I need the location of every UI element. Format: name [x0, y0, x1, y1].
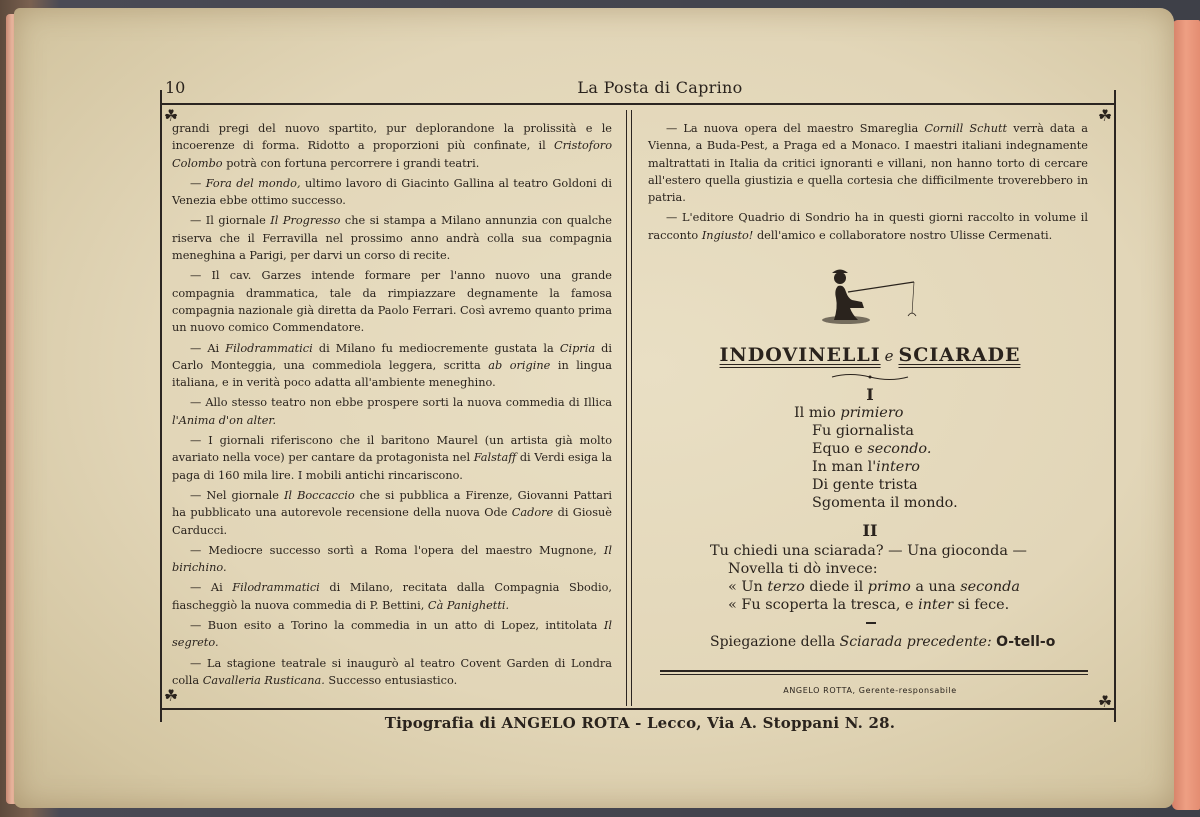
text-run: grandi pregi del nuovo spartito, pur deplorandone la prolissità e le incoerenze di forma. Ridotto a proporzioni più confinate, il: [172, 122, 612, 153]
clover-ornament-icon: ☘: [1097, 106, 1113, 125]
text-run: Fu giornalista: [812, 423, 914, 439]
text-run: ultimo lavoro di Giacinto Gallina al teatro Goldoni di Venezia ebbe ottimo successo.: [172, 176, 612, 208]
column-divider-left: [626, 110, 627, 706]
text-run: in lingua italiana, e in verità poco adatta all'ambiente meneghino.: [172, 358, 612, 390]
verse-line: [812, 494, 958, 512]
frame-right: [1114, 104, 1116, 708]
solution-line: [710, 634, 1055, 650]
manager-rule-top: [660, 670, 1088, 672]
text-run: dell'amico e collaboratore nostro Ulisse Cermenati.: [753, 228, 1053, 242]
italic-text: secondo.: [867, 441, 932, 457]
article-paragraph: [172, 340, 612, 392]
text-run: che si stampa a Milano annunzia con qualche riserva che il Ferravilla nel prossimo anno andrà colla sua compagnia meneghina a Parigi, per darvi un corso di recite.: [172, 214, 612, 263]
article-paragraph: [172, 432, 612, 484]
text-run: si fece.: [953, 597, 1010, 613]
italic-text: Cornill Schutt: [924, 122, 1008, 135]
manager-rule-bottom: [660, 674, 1088, 675]
article-paragraph: [172, 267, 612, 336]
column-divider-right: [631, 110, 632, 706]
page-number: 10: [165, 78, 186, 97]
italic-text: Fora del mondo,: [205, 176, 301, 190]
italic-text: Cà Panighetti.: [427, 598, 510, 612]
article-paragraph: [172, 617, 612, 652]
italic-text: ab origine: [488, 358, 551, 372]
italic-text: Il segreto.: [172, 619, 612, 650]
riddle-separator: [866, 622, 876, 624]
solution-label-italic: Sciarada precedente:: [839, 634, 992, 650]
text-run: — Il cav. Garzes intende formare per l'anno nuovo una grande compagnia drammatica, tale da rimpiazzare degnamente la famosa compagnia nazionale già diretta da Paolo Ferrari. Così avremo quanto prima un nuovo comico Commendatore.: [172, 269, 612, 335]
article-paragraph: [172, 655, 612, 690]
text-run: verrà data a Vienna, a Buda-Pest, a Praga ed a Monaco. I maestri italiani indegnamente maltrattati in Italia da critici ignoranti e villani, non hanno torto di cercare all'estero quella giustizia e quella cortesia che difficilmente troverebbero in patria.: [648, 122, 1089, 205]
riddle-1-number: I: [866, 385, 874, 404]
verse-line: [728, 560, 878, 578]
text-run: potrà con fortuna percorrere i grandi teatri.: [222, 156, 480, 170]
text-run: Sgomenta il mondo.: [812, 495, 958, 511]
right-page-edge: [1172, 20, 1200, 810]
text-run: Tu chiedi una sciarada? — Una gioconda —: [710, 543, 1027, 559]
italic-text: Falstaff: [473, 451, 517, 465]
riddle-2-number: II: [862, 521, 878, 540]
italic-text: Filodrammatici: [232, 581, 320, 595]
flourish-ornament-icon: [830, 372, 910, 382]
italic-text: Filodrammatici: [225, 341, 313, 355]
text-run: — Buon esito a Torino la commedia in un atto di Lopez, intitolata: [190, 619, 604, 633]
text-run: Di gente trista: [812, 477, 918, 493]
text-run: — La stagione teatrale si inaugurò al teatro Covent Garden di Londra colla: [172, 656, 612, 687]
italic-text: Cipria: [559, 341, 596, 355]
verse-line: [728, 596, 1009, 614]
article-paragraph: [648, 120, 1088, 206]
text-run: che si pubblica a Firenze, Giovanni Pattari ha pubblicato una autorevole recensione della nuova Ode: [172, 488, 613, 520]
clover-ornament-icon: ☘: [1097, 692, 1113, 711]
verse-line: [812, 458, 920, 476]
solution-label: Spiegazione della: [710, 634, 840, 650]
italic-text: Cavalleria Rusticana.: [202, 673, 325, 687]
article-paragraph: [172, 212, 612, 264]
text-run: — Ai: [190, 341, 226, 355]
text-run: di Milano, recitata dalla Compagnia Sbodio, fiascheggiò la nuova commedia di P. Bettini,: [172, 581, 612, 612]
text-run: a una: [910, 579, 961, 595]
text-run: Equo e: [812, 441, 868, 457]
verse-line: [812, 440, 931, 458]
verse-line: [812, 476, 918, 494]
heading-join: e: [884, 347, 895, 365]
header-rule: [160, 103, 1115, 105]
manager-signature: ANGELO ROTTA, Gerente-responsabile: [783, 686, 957, 695]
text-run: « Fu scoperta la tresca, e: [728, 597, 919, 613]
heading-main: INDOVINELLI: [719, 344, 881, 366]
verse-line: [812, 422, 914, 440]
italic-text: Il birichino.: [172, 543, 612, 575]
clover-ornament-icon: ☘: [163, 686, 179, 705]
italic-text: primo: [867, 579, 911, 595]
article-paragraph: [172, 579, 612, 614]
text-run: — Nel giornale: [190, 488, 284, 502]
text-run: diede il: [804, 579, 868, 595]
text-run: di Giosuè Carducci.: [172, 506, 612, 537]
text-run: di Milano fu mediocremente gustata la: [312, 341, 560, 355]
heading-second: SCIARADE: [898, 344, 1021, 366]
text-run: di Verdi esiga la paga di 160 mila lire. I mobili antichi rincariscono.: [172, 451, 612, 482]
right-column-articles: [648, 120, 1088, 247]
solution-answer: O-tell-o: [996, 634, 1056, 650]
printer-footer: Tipografia di ANGELO ROTA - Lecco, Via A. Stoppani N. 28.: [384, 714, 896, 732]
text-run: —: [190, 176, 206, 190]
running-title: La Posta di Caprino: [577, 78, 743, 97]
italic-text: Cadore: [511, 506, 554, 520]
italic-text: seconda: [960, 579, 1020, 595]
left-column-articles: [172, 120, 612, 692]
header-rule-right-tick: [1114, 90, 1116, 104]
article-paragraph: [172, 542, 612, 577]
text-run: « Un: [728, 579, 768, 595]
italic-text: terzo: [767, 579, 805, 595]
italic-text: Cristoforo Colombo: [172, 139, 612, 170]
fisherman-vignette-icon: [818, 262, 928, 328]
italic-text: Ingiusto!: [701, 228, 754, 242]
italic-text: Il Boccaccio: [283, 488, 355, 502]
verse-line: [794, 404, 903, 422]
text-run: — I giornali riferiscono che il baritono Maurel (un artista già molto avariato nella voce) per cantare da protagonista nel: [172, 434, 612, 465]
text-run: — Il giornale: [190, 214, 271, 228]
text-run: Il mio: [794, 405, 841, 421]
text-run: — L'editore Quadrio di Sondrio ha in questi giorni raccolto in volume il racconto: [648, 211, 1088, 242]
text-run: — Mediocre successo sortì a Roma l'opera del maestro Mugnone,: [190, 543, 604, 557]
italic-text: primiero: [840, 405, 904, 421]
text-run: Successo entusiastico.: [324, 673, 458, 687]
clover-ornament-icon: ☘: [163, 106, 179, 125]
verse-line: [710, 542, 1027, 560]
text-run: di Carlo Monteggia, una commediola leggera, scritta: [172, 341, 612, 372]
frame-left: [160, 104, 162, 708]
header-rule-left-tick: [160, 90, 162, 104]
frame-bottom: [160, 708, 1115, 710]
italic-text: inter: [918, 597, 954, 613]
text-run: — Ai: [190, 581, 233, 595]
verse-line: [728, 578, 1020, 596]
text-run: In man l': [812, 459, 877, 475]
riddles-section-heading: [650, 344, 1090, 366]
article-paragraph: [172, 175, 612, 210]
article-paragraph: [648, 209, 1088, 244]
article-paragraph: [172, 120, 612, 172]
italic-text: Il Progresso: [270, 214, 341, 228]
text-run: — La nuova opera del maestro Smareglia: [666, 122, 925, 135]
article-paragraph: [172, 487, 612, 539]
italic-text: intero: [876, 459, 920, 475]
text-run: Novella ti dò invece:: [728, 561, 878, 577]
italic-text: l'Anima d'on alter.: [172, 413, 277, 427]
text-run: — Allo stesso teatro non ebbe prospere sorti la nuova commedia di Illica: [190, 396, 612, 410]
article-paragraph: [172, 394, 612, 429]
